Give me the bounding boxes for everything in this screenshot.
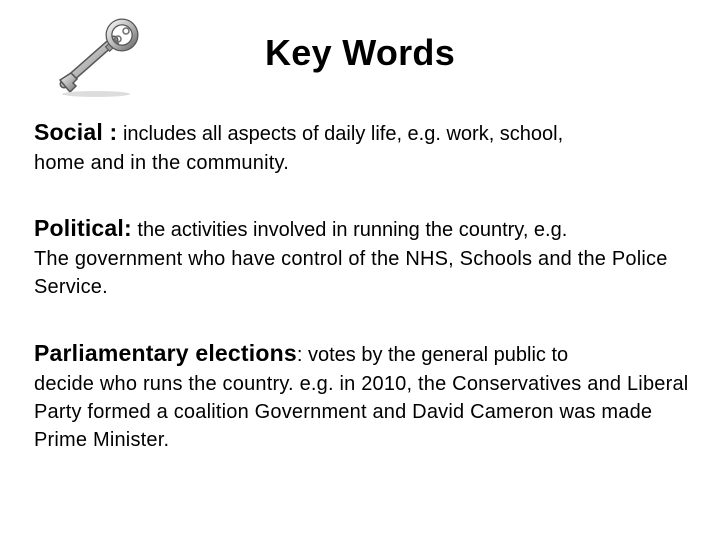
definition-first-line (34, 216, 694, 242)
definition-first-line (34, 341, 694, 367)
definition-social-continued: home and in the community. (34, 152, 289, 174)
term-parliamentary-elections: Parliamentary elections (34, 340, 297, 366)
definition-political-text: the activities involved in running the country, e.g. (131, 219, 568, 241)
definition-parliamentary-elections (34, 341, 694, 454)
definition-social-text: includes all aspects of daily life, e.g. work, school, (117, 123, 564, 145)
definition-parliamentary-elections-continued: decide who runs the country. e.g. in 2010, the Conservatives and Liberal Party formed a coalition Government and David Cameron was made Prime Minister. (34, 373, 689, 451)
definition-parliamentary-elections-text: : votes by the general public to (296, 344, 569, 366)
term-social: Social : (34, 119, 118, 145)
definition-political-continued: The government who have control of the NHS, Schools and the Police Service. (34, 248, 668, 298)
definition-political (34, 216, 694, 301)
term-political: Political: (34, 215, 132, 241)
definition-first-line (34, 120, 694, 146)
page-title: Key Words (264, 32, 456, 73)
definition-social (34, 120, 694, 177)
